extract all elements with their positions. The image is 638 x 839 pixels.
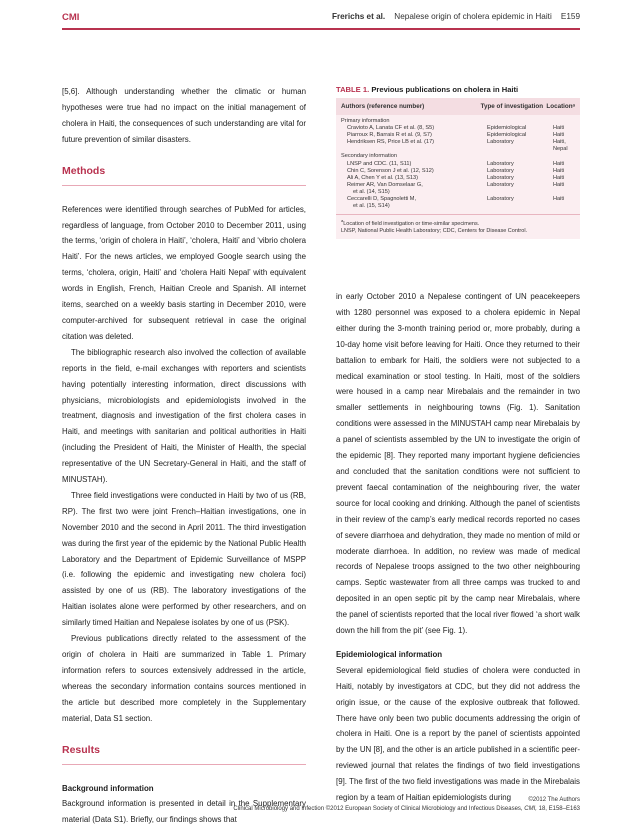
table-cell-author: Chin C, Sorenson J et al. (12, S12) bbox=[347, 167, 434, 174]
table-cell-author: Cravioto A, Lanata CF et al. (8, S5) bbox=[347, 125, 435, 132]
table-cell-location bbox=[547, 118, 575, 125]
methods-paragraph-1: References were identified through searches of PubMed for articles, regardless of language, from October 2010 to December 2011, using the terms, ‘origin of cholera in Haiti’, ‘cholera, Haiti’ and ‘vibrio cholera Haiti’. For the news articles, we employed Google search using the terms, ‘cholera, origin, Haiti’ and ‘cholera Haiti Nepal’ with equivalent words in English, French, Haitian Creole and Spanish. All internet items, searched on a weekly basis starting in December 2010, were computer-archived for subsequent retrieval in case the original citation was deleted. bbox=[62, 204, 306, 341]
table-cell-author: Ali A, Chen Y et al. (13, S13) bbox=[347, 174, 419, 181]
table-cell-author: et al. (15, S14) bbox=[353, 203, 390, 210]
table-1 bbox=[336, 85, 580, 239]
table-row bbox=[341, 125, 575, 132]
table-cell-type bbox=[493, 203, 559, 210]
table-cell-type bbox=[481, 118, 547, 125]
table-row bbox=[341, 161, 575, 168]
footer-citation-line: Clinical Microbiology and Infection ©2012 European Society of Clinical Microbiology and Infectious Diseases, CMI, 18, E158–E163 bbox=[233, 806, 580, 812]
running-header bbox=[332, 12, 580, 21]
results-heading: Results bbox=[62, 743, 306, 765]
table-cell-author: Reimer AR, Van Domselaar G, bbox=[347, 181, 423, 188]
table-cell-location: Haiti bbox=[553, 132, 565, 139]
table-footnotes bbox=[336, 214, 580, 239]
table-cell-location: Haiti bbox=[553, 167, 565, 174]
header-running-title: Nepalese origin of cholera epidemic in Haiti bbox=[394, 12, 552, 21]
table-cell-type bbox=[493, 189, 559, 196]
table-caption bbox=[336, 85, 580, 94]
table-cell-author: et al. (14, S15) bbox=[353, 188, 390, 195]
table-cell-type bbox=[481, 153, 547, 160]
page-header bbox=[62, 12, 580, 26]
table-cell-author: Hendriksen RS, Price LB et al. (17) bbox=[347, 139, 435, 146]
table-cell-type: Laboratory bbox=[487, 196, 514, 203]
table-cell-location bbox=[559, 203, 575, 210]
footer-volume-pages: 18, E158–E163 bbox=[538, 806, 580, 812]
journal-tag: CMI bbox=[62, 12, 80, 23]
page-footer bbox=[233, 796, 580, 814]
right-paragraph-2: Several epidemiological field studies of cholera were conducted in Haiti, notably by investigators at CDC, but they did not address the origin issue, or the cause of the explosive outbreak that followed. There have only been two public documents addressing the origin of cholera in Haiti. One is a report by the panel of scientists appointed by the UN [8], and the other is an article published in a scientific peer-reviewed journal that relates the findings of two field investigations [9]. The first of the two field investigations was made in the Mirebalais region by a team of Haitian epidemiologists during bbox=[336, 665, 580, 803]
table-row bbox=[341, 139, 575, 153]
table-cell-author: Primary information bbox=[341, 118, 390, 124]
epidemiological-subheading: Epidemiological information bbox=[336, 649, 443, 659]
table-row bbox=[341, 168, 575, 175]
table-row bbox=[341, 196, 575, 203]
table-cell-location: Haiti bbox=[553, 160, 565, 167]
table-cell-author: Secondary information bbox=[341, 153, 397, 160]
right-paragraph-1: in early October 2010 a Nepalese contingent of UN peacekeepers with 1280 personnel was exposed to a cholera epidemic in Nepal either during the 3-month training period or, more probably, during a 10-day home visit before leaving for Haiti. Once they returned to their battalion to embark for Haiti, the soldiers were not subjected to a medical examination or stool testing. In Haiti, most of the soldiers were housed in a camp near Mirebalais and the remainder in two smaller settlements in neighbouring towns (Fig. 1). Sanitation conditions were assessed in the MINUSTAH camp near Mirebalais by a panel of scientists assembled by the UN to investigate the origin of the epidemic [8]. They reported many important hygiene deficiencies and concluded that the sanitation conditions were not sufficient to prevent faecal contamination of the neighbouring river, the water source for local cooking and drinking. Although the panel of scientists in their review of the camp’s early medical records reported no cases of severe diarrhoea and dehydration, they made no mention of mild or moderate diarrhoea. In addition, no review was made of medical records of Nepalese troops assigned to the two other neighbouring camps. Septic wastewater from all three camps was trucked to and deposited in an open septic pit by the camp near Mirebalais, where the panel of scientists reported that the local river flowed ‘a short walk down the hill from the pit’ (see Fig. 1). bbox=[336, 292, 580, 636]
header-divider bbox=[62, 28, 580, 30]
methods-paragraph-4: Previous publications directly related to the assessment of the origin of cholera in Haiti are summarized in Table 1. Primary information refers to sources extensively addressed in the article, whereas the secondary information contains sources mentioned in the article but described more completely in the Supplementary material, Data S1 section. bbox=[62, 634, 306, 723]
table-cell-location: Haiti, Nepal bbox=[553, 139, 568, 153]
table-cell-location: Haiti bbox=[553, 181, 565, 188]
methods-paragraph-2: The bibliographic research also involved the collection of available reports in the field, e-mail exchanges with reporters and scientists having potentially interesting information, direct discussions with physicians, microbiologists and epidemiologists involved in the treatment, diagnosis and investigation of the first cholera cases in Haiti, and meetings with sanitarian and political authorities in Haiti (including the President of Haiti, the Minister of Health, the special representative of the UN Secretary-General in Haiti, and the staff of MINUSTAH). bbox=[62, 347, 306, 485]
table-label: TABLE 1. bbox=[336, 85, 370, 94]
table-cell-type: Laboratory bbox=[487, 160, 514, 167]
column-header-location: Locationᵃ bbox=[546, 103, 575, 110]
column-header-authors: Authors (reference number) bbox=[341, 103, 425, 110]
table-cell-type: Laboratory bbox=[487, 174, 514, 181]
table-cell-type: Laboratory bbox=[487, 167, 514, 174]
header-authors: Frerichs et al. bbox=[331, 12, 386, 21]
background-paragraph: Background information is presented in detail in the Supplementary material (Data S1). Briefly, our findings shows that bbox=[62, 799, 306, 825]
table-footnote-a: $^a$Location of field investigation or time-similar specimens. bbox=[341, 218, 480, 228]
table-footnote-abbreviations: LNSP, National Public Health Laboratory; CDC, Centers for Disease Control. bbox=[341, 228, 528, 235]
table-cell-author: LNSP and CDC. (11, S11) bbox=[347, 160, 412, 167]
table-body bbox=[336, 115, 580, 214]
footer-copyright: ©2012 The Authors bbox=[528, 797, 580, 803]
footer-journal-abbr: CMI, bbox=[524, 806, 537, 812]
table-cell-type: Epidemiological bbox=[487, 132, 527, 139]
table-row bbox=[341, 175, 575, 182]
table-cell-location: Haiti bbox=[553, 174, 565, 181]
table-cell-type: Epidemiological bbox=[487, 125, 527, 132]
table-row bbox=[341, 182, 575, 189]
column-header-type: Type of investigation bbox=[480, 103, 544, 110]
table-cell-location: Haiti bbox=[553, 196, 565, 203]
table-row bbox=[341, 189, 575, 196]
table-cell-location bbox=[547, 153, 575, 160]
table-cell-author: Ceccarelli D, Spagnoletti M, bbox=[347, 196, 417, 203]
background-subheading: Background information bbox=[62, 783, 154, 793]
methods-paragraph-3: Three field investigations were conducted in Haiti by two of us (RB, RP). The first two were joint French–Haitian investigations, one in November 2010 and the second in April 2011. The third investigation was during the first year of the epidemic by the National Public Health Laboratory and the Department of Epidemic Surveillance of MSPP (i.e. following the epidemic and investigating new cholera foci) assisted by one of us (RB). The laboratory investigations of the Haitian isolates alone were performed by other researchers, and on similarly timed Haitian and Nepalese isolates by one of us (PSK). bbox=[62, 490, 306, 628]
right-column bbox=[336, 289, 580, 806]
table-row bbox=[341, 118, 575, 125]
table-title: Previous publications on cholera in Haiti bbox=[371, 85, 519, 94]
header-page-number: E159 bbox=[560, 12, 580, 21]
table-cell-type: Laboratory bbox=[487, 139, 514, 146]
methods-heading: Methods bbox=[62, 164, 306, 186]
table-cell-type: Laboratory bbox=[487, 181, 514, 188]
table-row bbox=[341, 153, 575, 160]
table-row bbox=[341, 203, 575, 210]
table-cell-location: Haiti bbox=[553, 125, 565, 132]
table-header-row bbox=[336, 98, 580, 115]
left-column bbox=[62, 84, 306, 828]
intro-paragraph: [5,6]. Although understanding whether the climatic or human hypotheses were true had no impact on the initial management of cholera in Haiti, the consequences of such understanding are vital for future prevention of similar disasters. bbox=[62, 87, 306, 144]
table-cell-author: Piarroux R, Barrais R et al. (9, S7) bbox=[347, 132, 432, 139]
table-cell-location bbox=[559, 189, 575, 196]
table-row bbox=[341, 132, 575, 139]
